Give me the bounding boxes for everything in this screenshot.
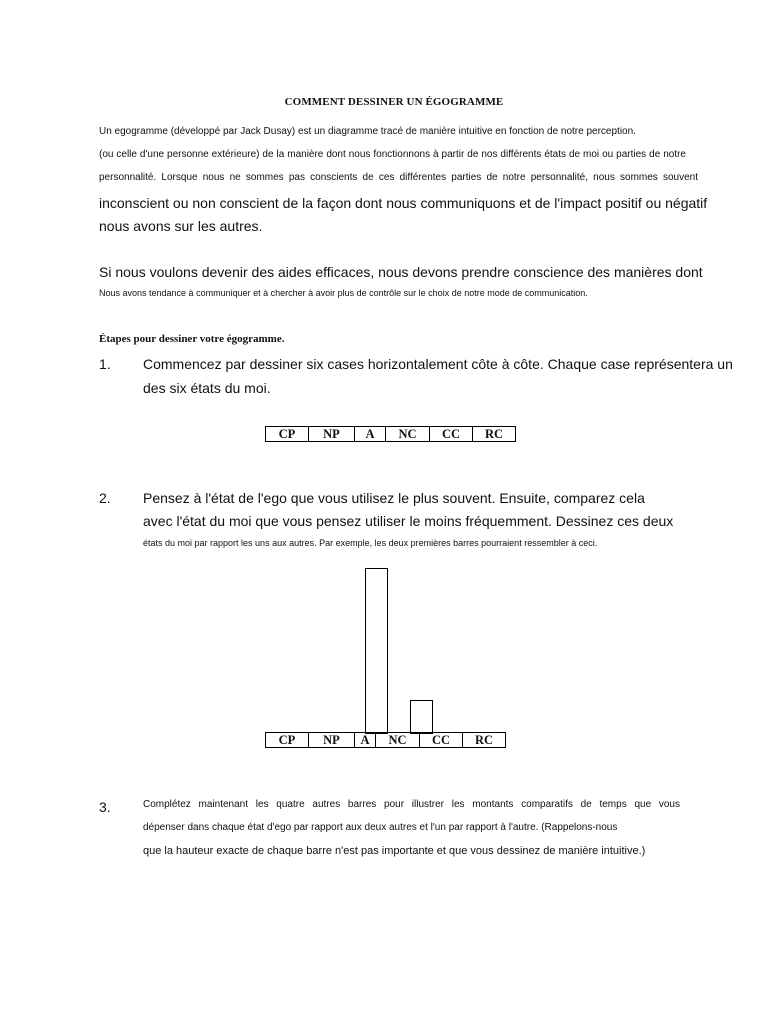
states-table-1 — [265, 426, 516, 442]
state-box-cp: CP — [266, 427, 309, 442]
intro-line-2: (ou celle d'une personne extérieure) de la manière dont nous fonctionnons à partir de nos différents états de moi ou parties de notre — [99, 149, 686, 160]
intro-line-1: Un egogramme (développé par Jack Dusay) est un diagramme tracé de manière intuitive en fonction de notre perception. — [99, 126, 636, 137]
chart-label-np: NP — [309, 733, 355, 748]
step-2-line-3: états du moi par rapport les uns aux autres. Par exemple, les deux premières barres pourraient ressembler à ceci. — [143, 538, 598, 548]
state-box-cc: CC — [430, 427, 473, 442]
step-2-number: 2. — [99, 490, 111, 506]
chart-label-cc: CC — [420, 733, 463, 748]
intro-line-5: nous avons sur les autres. — [99, 218, 263, 234]
step-3-line-1: Complétez maintenant les quatre autres barres pour illustrer les montants comparatifs de temps que vous — [143, 799, 680, 810]
state-box-a: A — [355, 427, 386, 442]
step-1-number: 1. — [99, 356, 111, 372]
chart-label-nc: NC — [376, 733, 420, 748]
page-title: COMMENT DESSINER UN ÉGOGRAMME — [284, 96, 504, 108]
step-3-line-3: que la hauteur exacte de chaque barre n'est pas importante et que vous dessinez de manière intuitive.) — [143, 845, 646, 857]
para2-line-2: Nous avons tendance à communiquer et à chercher à avoir plus de contrôle sur le choix de notre mode de communication. — [99, 288, 588, 298]
chart-label-cp: CP — [266, 733, 309, 748]
step-3-line-2: dépenser dans chaque état d'ego par rapport aux deux autres et l'un par rapport à l'autre. (Rappelons-nous — [143, 822, 618, 833]
step-1-line-1: Commencez par dessiner six cases horizontalement côte à côte. Chaque case représentera un — [143, 356, 733, 372]
chart-label-a: A — [355, 733, 376, 748]
step-3-number: 3. — [99, 799, 111, 815]
state-box-nc: NC — [386, 427, 430, 442]
intro-line-4: inconscient ou non conscient de la façon dont nous communiquons et de l'impact positif ou négatif — [99, 195, 708, 211]
bar-a — [365, 568, 388, 734]
state-box-rc: RC — [473, 427, 516, 442]
intro-line-3: personnalité. Lorsque nous ne sommes pas conscients de ces différentes parties de notre personnalité, nous sommes souvent — [99, 172, 698, 183]
bar-nc — [410, 700, 433, 734]
step-2-line-1: Pensez à l'état de l'ego que vous utilisez le plus souvent. Ensuite, comparez cela — [143, 490, 645, 506]
states-table-2 — [265, 732, 506, 748]
para2-line-1: Si nous voulons devenir des aides efficaces, nous devons prendre conscience des manières dont — [99, 264, 703, 280]
chart-label-rc: RC — [463, 733, 506, 748]
steps-heading: Étapes pour dessiner votre égogramme. — [99, 333, 285, 345]
step-2-line-2: avec l'état du moi que vous pensez utiliser le moins fréquemment. Dessinez ces deux — [143, 513, 674, 529]
step-1-line-2: des six états du moi. — [143, 380, 271, 396]
state-box-np: NP — [309, 427, 355, 442]
